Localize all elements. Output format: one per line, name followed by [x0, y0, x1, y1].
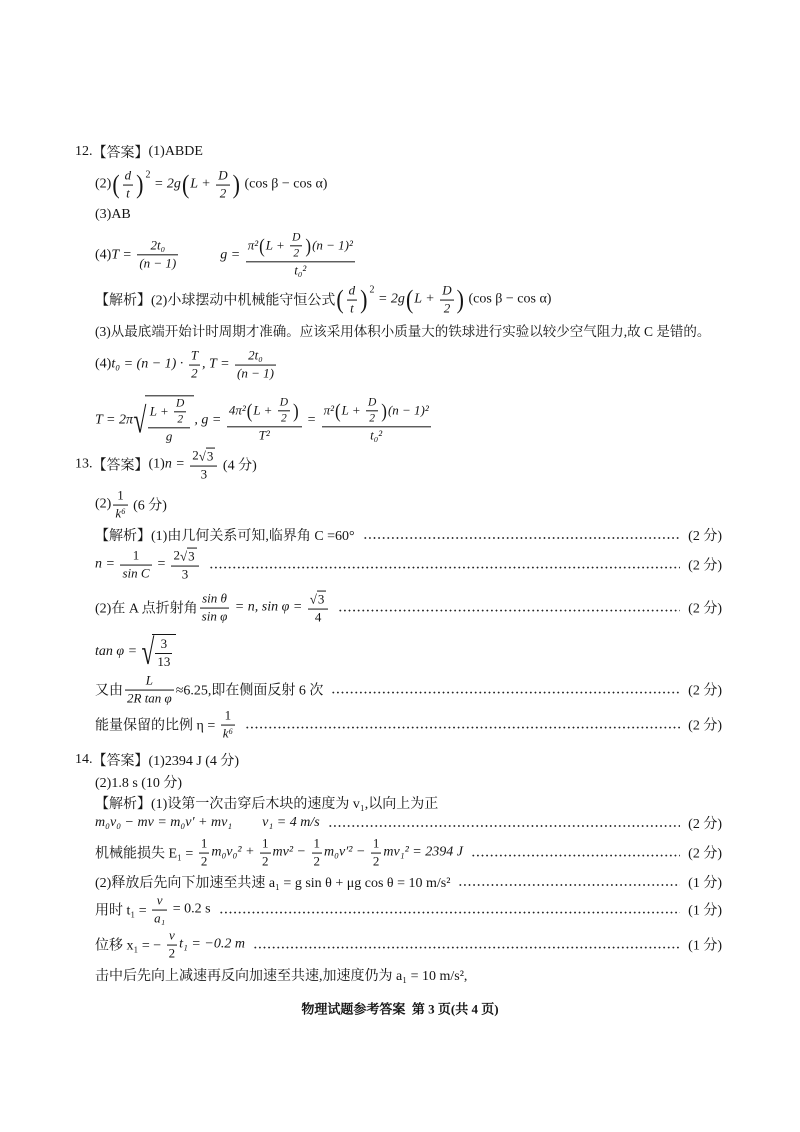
three-over-thirteen-fraction: [155, 637, 172, 670]
score: (1 分): [688, 904, 722, 919]
index-lhs: n =: [164, 457, 189, 472]
index-lhs: n =: [95, 557, 119, 572]
length-term: L +: [341, 402, 364, 418]
denominator: a₁: [154, 910, 166, 926]
analysis-tag: 【解析】: [95, 529, 151, 544]
gravity-lhs: , g =: [194, 412, 225, 427]
dot-leader: [253, 947, 680, 949]
answer-tag: 【答案】: [92, 146, 149, 161]
kinetic-term: mv₁² = 2394 J: [383, 845, 463, 860]
footer-text: 物理试题参考答案 第 3 页(共 4 页): [301, 1001, 499, 1017]
kinetic-term: mv² −: [272, 845, 310, 860]
numerator: D: [290, 231, 302, 246]
time-value: = 0.2 s: [169, 902, 211, 917]
score: (2 分): [688, 684, 722, 699]
numerator: [246, 231, 355, 262]
denominator: g: [165, 428, 173, 444]
tangent-lhs: tan φ =: [95, 644, 141, 659]
q12-answer-line: [75, 142, 203, 162]
fraction-d-over-2: [366, 396, 378, 425]
page-footer: [0, 999, 800, 1018]
q14-time-line: [95, 894, 722, 927]
dot-leader: [363, 537, 681, 539]
equals-sign: =: [157, 557, 166, 572]
denominator: (n − 1): [237, 365, 274, 381]
part-label: (4): [95, 357, 112, 372]
dot-leader: [331, 692, 680, 694]
analysis-text: 用时 t₁ =: [95, 904, 151, 919]
radicand: 3: [206, 448, 214, 464]
denominator: 2: [293, 247, 300, 260]
answer-part-1: (1)ABDE: [148, 144, 203, 159]
length-term: L +: [265, 237, 289, 253]
numerator: D: [366, 396, 378, 411]
radical-sign: √: [133, 400, 147, 440]
radical-sign: √: [179, 548, 188, 564]
radicand: 3: [317, 591, 325, 607]
radicand: 3: [188, 548, 195, 564]
fraction-d-over-2: [440, 284, 453, 317]
square-root: [310, 591, 327, 608]
denominator: t: [126, 185, 130, 201]
velocity-result: v₁ = 4 m/s: [262, 815, 320, 830]
score: (2 分): [688, 529, 722, 544]
numerator: [322, 396, 431, 427]
q14-acceleration-line: [95, 872, 722, 892]
denominator: 2: [313, 853, 320, 869]
denominator: T²: [258, 427, 270, 443]
part-label: (2): [95, 177, 112, 192]
denominator: 2: [280, 412, 287, 425]
numerator: v: [152, 894, 167, 911]
q14-energy-loss-line: [95, 837, 722, 870]
denominator: 2: [443, 300, 451, 316]
denominator: 2: [219, 185, 227, 201]
score: (2 分): [688, 719, 722, 734]
n-term: (n − 1)²: [312, 237, 353, 253]
q13-index-line: [95, 548, 722, 583]
score: (6 分): [129, 499, 167, 514]
period-fraction: [235, 349, 276, 382]
denominator: 4: [314, 609, 322, 625]
square-root: [199, 448, 216, 465]
numerator: 2t₀: [235, 349, 276, 366]
exponent: 2: [369, 284, 375, 296]
length-term: L +: [149, 403, 173, 419]
question-number: 12.: [75, 144, 93, 159]
denominator: 3: [181, 566, 189, 582]
answer-part-2: (2)1.8 s (10 分): [95, 776, 183, 791]
numerator: sin θ: [200, 592, 230, 609]
score: (2 分): [688, 847, 722, 862]
root3-over-4-fraction: [308, 591, 329, 626]
denominator: 2: [177, 413, 184, 426]
question-number: 14.: [75, 752, 93, 767]
analysis-text: 位移 x₁ = −: [95, 939, 165, 954]
right-paren: ): [293, 399, 299, 423]
q12-pendulum-formula-line: [95, 395, 433, 444]
score: (2 分): [688, 602, 722, 617]
q14-displacement-line: [95, 929, 722, 962]
dot-leader: [471, 855, 680, 857]
q13-energy-ratio-line: [95, 709, 722, 742]
denominator: 2: [191, 365, 198, 381]
denominator: 2: [372, 853, 380, 869]
denominator: 2: [168, 945, 176, 961]
numerator: D: [278, 396, 290, 411]
radicand: [145, 395, 195, 444]
one-over-k6-fraction: [221, 709, 235, 742]
fraction-d-over-2: [278, 396, 290, 425]
denominator: 3: [200, 466, 208, 482]
q12-analysis-2-line: [95, 284, 551, 317]
numerator: [308, 591, 329, 610]
half-fraction: [260, 837, 271, 870]
length-term: L +: [253, 402, 276, 418]
analysis-text: 又由: [95, 684, 123, 699]
q13-tangent-line: [95, 634, 176, 670]
score: (2 分): [688, 559, 722, 574]
denominator: k⁶: [115, 505, 126, 521]
analysis-text: 机械能损失 E₁ =: [95, 847, 197, 862]
answer-part-3: (3)AB: [95, 207, 131, 222]
score: (1 分): [688, 876, 722, 891]
numerator: T: [189, 349, 200, 366]
numerator: 3: [155, 637, 172, 654]
denominator: sin φ: [201, 608, 228, 624]
denominator: 2R tan φ: [127, 690, 172, 706]
q14-momentum-line: [95, 813, 722, 833]
right-paren: ): [232, 169, 240, 200]
equation-rhs: = 2g: [150, 177, 181, 192]
left-paren: (: [181, 169, 190, 200]
denominator: t₀²: [370, 427, 383, 443]
q14-analysis-1-line: [95, 793, 438, 813]
radical-sign: √: [309, 591, 317, 607]
root3-fraction: [171, 548, 198, 583]
dot-leader: [219, 912, 681, 914]
fraction-d-over-2: [216, 169, 229, 202]
question-number: 13.: [75, 457, 93, 472]
numerator: [171, 548, 198, 567]
q12-answer-3-line: [95, 207, 131, 223]
analysis-tag: 【解析】: [95, 294, 151, 309]
q12-answer-4-line: [95, 231, 357, 278]
numerator: 1: [199, 837, 210, 854]
v-over-a-fraction: [152, 894, 167, 927]
analysis-text: (2)小球摆动中机械能守恒公式: [151, 294, 336, 309]
denominator: t: [350, 300, 354, 316]
analysis-tag: 【解析】: [95, 797, 151, 812]
right-paren: ): [305, 234, 312, 258]
denominator: t₀²: [294, 262, 307, 278]
fraction-d-over-t: [123, 169, 134, 202]
length-term: L +: [414, 292, 439, 307]
q12-answer-2-line: [95, 169, 327, 202]
q14-answer-line: [75, 750, 239, 770]
right-paren: ): [136, 169, 144, 200]
fraction-d-over-t: [347, 284, 358, 317]
n-term: (n − 1)²: [387, 402, 429, 418]
analysis-text: 能量保留的比例 η =: [95, 719, 219, 734]
exponent: 2: [145, 169, 151, 181]
radicand: [152, 634, 176, 670]
denominator: 2: [262, 853, 269, 869]
analysis-text: (1)设第一次击穿后木块的速度为 v₁,以向上为正: [151, 797, 439, 812]
numerator: d: [347, 284, 358, 301]
gravity-fraction: [246, 231, 355, 278]
period-lhs: , T =: [202, 357, 234, 372]
half-fraction: [371, 837, 382, 870]
length-term: L +: [190, 177, 215, 192]
gravity-fraction: [322, 396, 431, 443]
period-lhs: T =: [111, 247, 136, 262]
coefficient: 2: [192, 447, 199, 463]
square-root: [180, 548, 197, 565]
analysis-text: (3)从最底端开始计时周期才准确。应该采用体积小质量大的铁球进行实验以较少空气阻力,故 C 是错的。: [95, 324, 711, 339]
numerator: v: [167, 929, 178, 946]
square-root: [133, 395, 194, 444]
part-label: (2): [95, 497, 112, 512]
numerator: 1: [113, 489, 127, 506]
answer-tag: 【答案】: [92, 459, 149, 474]
left-paren: (: [112, 169, 120, 200]
q13-answer-line: [75, 448, 257, 483]
analysis-text: (2)在 A 点折射角: [95, 602, 198, 617]
numerator: d: [123, 169, 134, 186]
q13-analysis-1-line: [95, 525, 722, 545]
numerator: D: [216, 169, 229, 186]
numerator: L: [125, 674, 174, 691]
t0-equation: t₀ = (n − 1) ·: [111, 357, 187, 372]
dot-leader: [209, 567, 681, 569]
numerator: D: [174, 397, 186, 412]
numerator: [190, 448, 217, 467]
left-paren: (: [405, 284, 414, 315]
numerator: D: [440, 284, 453, 301]
root3-fraction: [190, 448, 217, 483]
left-paren: (: [336, 284, 344, 315]
gravity-fraction-period: [227, 396, 302, 443]
kinetic-term: m₀v₀² +: [211, 845, 259, 860]
cosine-term: (cos β − cos α): [240, 177, 328, 192]
radical-sign: √: [141, 632, 154, 672]
momentum-equation: m₀v₀ − mv = m₀v′ + mv₁: [95, 815, 233, 830]
numerator: [227, 396, 302, 427]
numerator: 1: [260, 837, 271, 854]
numerator: 1: [221, 709, 235, 726]
q13-refraction-line: [95, 591, 722, 626]
fraction-d-over-2: [174, 397, 186, 426]
denominator: k⁶: [222, 725, 234, 741]
numerator: 2t₀: [137, 239, 178, 256]
numerator: 1: [312, 837, 323, 854]
half-fraction: [312, 837, 323, 870]
equals-sign: =: [307, 412, 316, 427]
one-over-k6-fraction: [113, 489, 127, 522]
numerator: [148, 397, 191, 428]
denominator: 2: [200, 853, 208, 869]
index-and-sine: = n, sin φ =: [231, 600, 306, 615]
left-paren: (: [246, 399, 253, 423]
dot-leader: [245, 727, 680, 729]
length-over-g-fraction: [148, 397, 191, 444]
analysis-text: ≈6.25,即在侧面反射 6 次: [175, 684, 324, 699]
analysis-text: (1)由几何关系可知,临界角 C =60°: [151, 529, 355, 544]
q14-answer-2-line: [95, 772, 182, 792]
equation-rhs: = 2g: [374, 292, 405, 307]
four-pi-squared: 4π²: [228, 402, 246, 418]
square-root: [141, 634, 177, 670]
coefficient: 2: [173, 547, 180, 563]
one-over-sinc-fraction: [120, 549, 151, 582]
right-paren: ): [456, 284, 464, 315]
sine-ratio-fraction: [200, 592, 230, 625]
q13-reflection-line: [95, 674, 722, 707]
gravity-lhs: g =: [220, 247, 244, 262]
numerator: 1: [120, 549, 151, 566]
denominator: sin C: [122, 565, 150, 581]
denominator: (n − 1): [139, 255, 177, 271]
score: (2 分): [688, 817, 722, 832]
answer-part-1: (1)2394 J (4 分): [148, 754, 240, 769]
right-paren: ): [381, 399, 387, 423]
dot-leader: [458, 884, 680, 886]
dot-leader: [338, 610, 680, 612]
right-paren: ): [360, 284, 368, 315]
half-fraction: [199, 837, 210, 870]
left-paren: (: [259, 234, 265, 258]
displacement-value: t₁ = −0.2 m: [179, 937, 245, 952]
score: (1 分): [688, 939, 722, 954]
pi-squared: π²: [323, 402, 334, 418]
v-over-2-fraction: [167, 929, 178, 962]
dot-leader: [328, 825, 681, 827]
q13-answer-2-line: [95, 489, 167, 522]
length-ratio-fraction: [125, 674, 174, 707]
q12-analysis-3-line: [95, 320, 710, 340]
cosine-term: (cos β − cos α): [464, 292, 552, 307]
analysis-text: (2)释放后先向下加速至共速 a₁ = g sin θ + μg cos θ = 10 m/s²: [95, 876, 451, 891]
pi-squared: π²: [247, 237, 259, 253]
left-paren: (: [335, 399, 341, 423]
radical-sign: √: [198, 448, 206, 464]
score: (4 分): [219, 459, 257, 474]
answer-tag: 【答案】: [92, 754, 149, 769]
q12-analysis-4-line: [95, 349, 278, 382]
denominator: 13: [157, 653, 171, 669]
period-formula: T = 2π: [95, 412, 133, 427]
kinetic-term: m₀v′² −: [324, 845, 369, 860]
part-label: (4): [95, 247, 112, 262]
numerator: 1: [371, 837, 382, 854]
denominator: 2: [369, 412, 375, 425]
period-fraction: [137, 239, 178, 272]
q14-after-impact-line: [95, 965, 467, 985]
part-label: (1): [148, 457, 165, 472]
analysis-text: 击中后先向上减速再反向加速至共速,加速度仍为 a₁ = 10 m/s²,: [95, 969, 468, 984]
fraction-d-over-2: [290, 231, 302, 260]
fraction-t-over-2: [189, 349, 200, 382]
